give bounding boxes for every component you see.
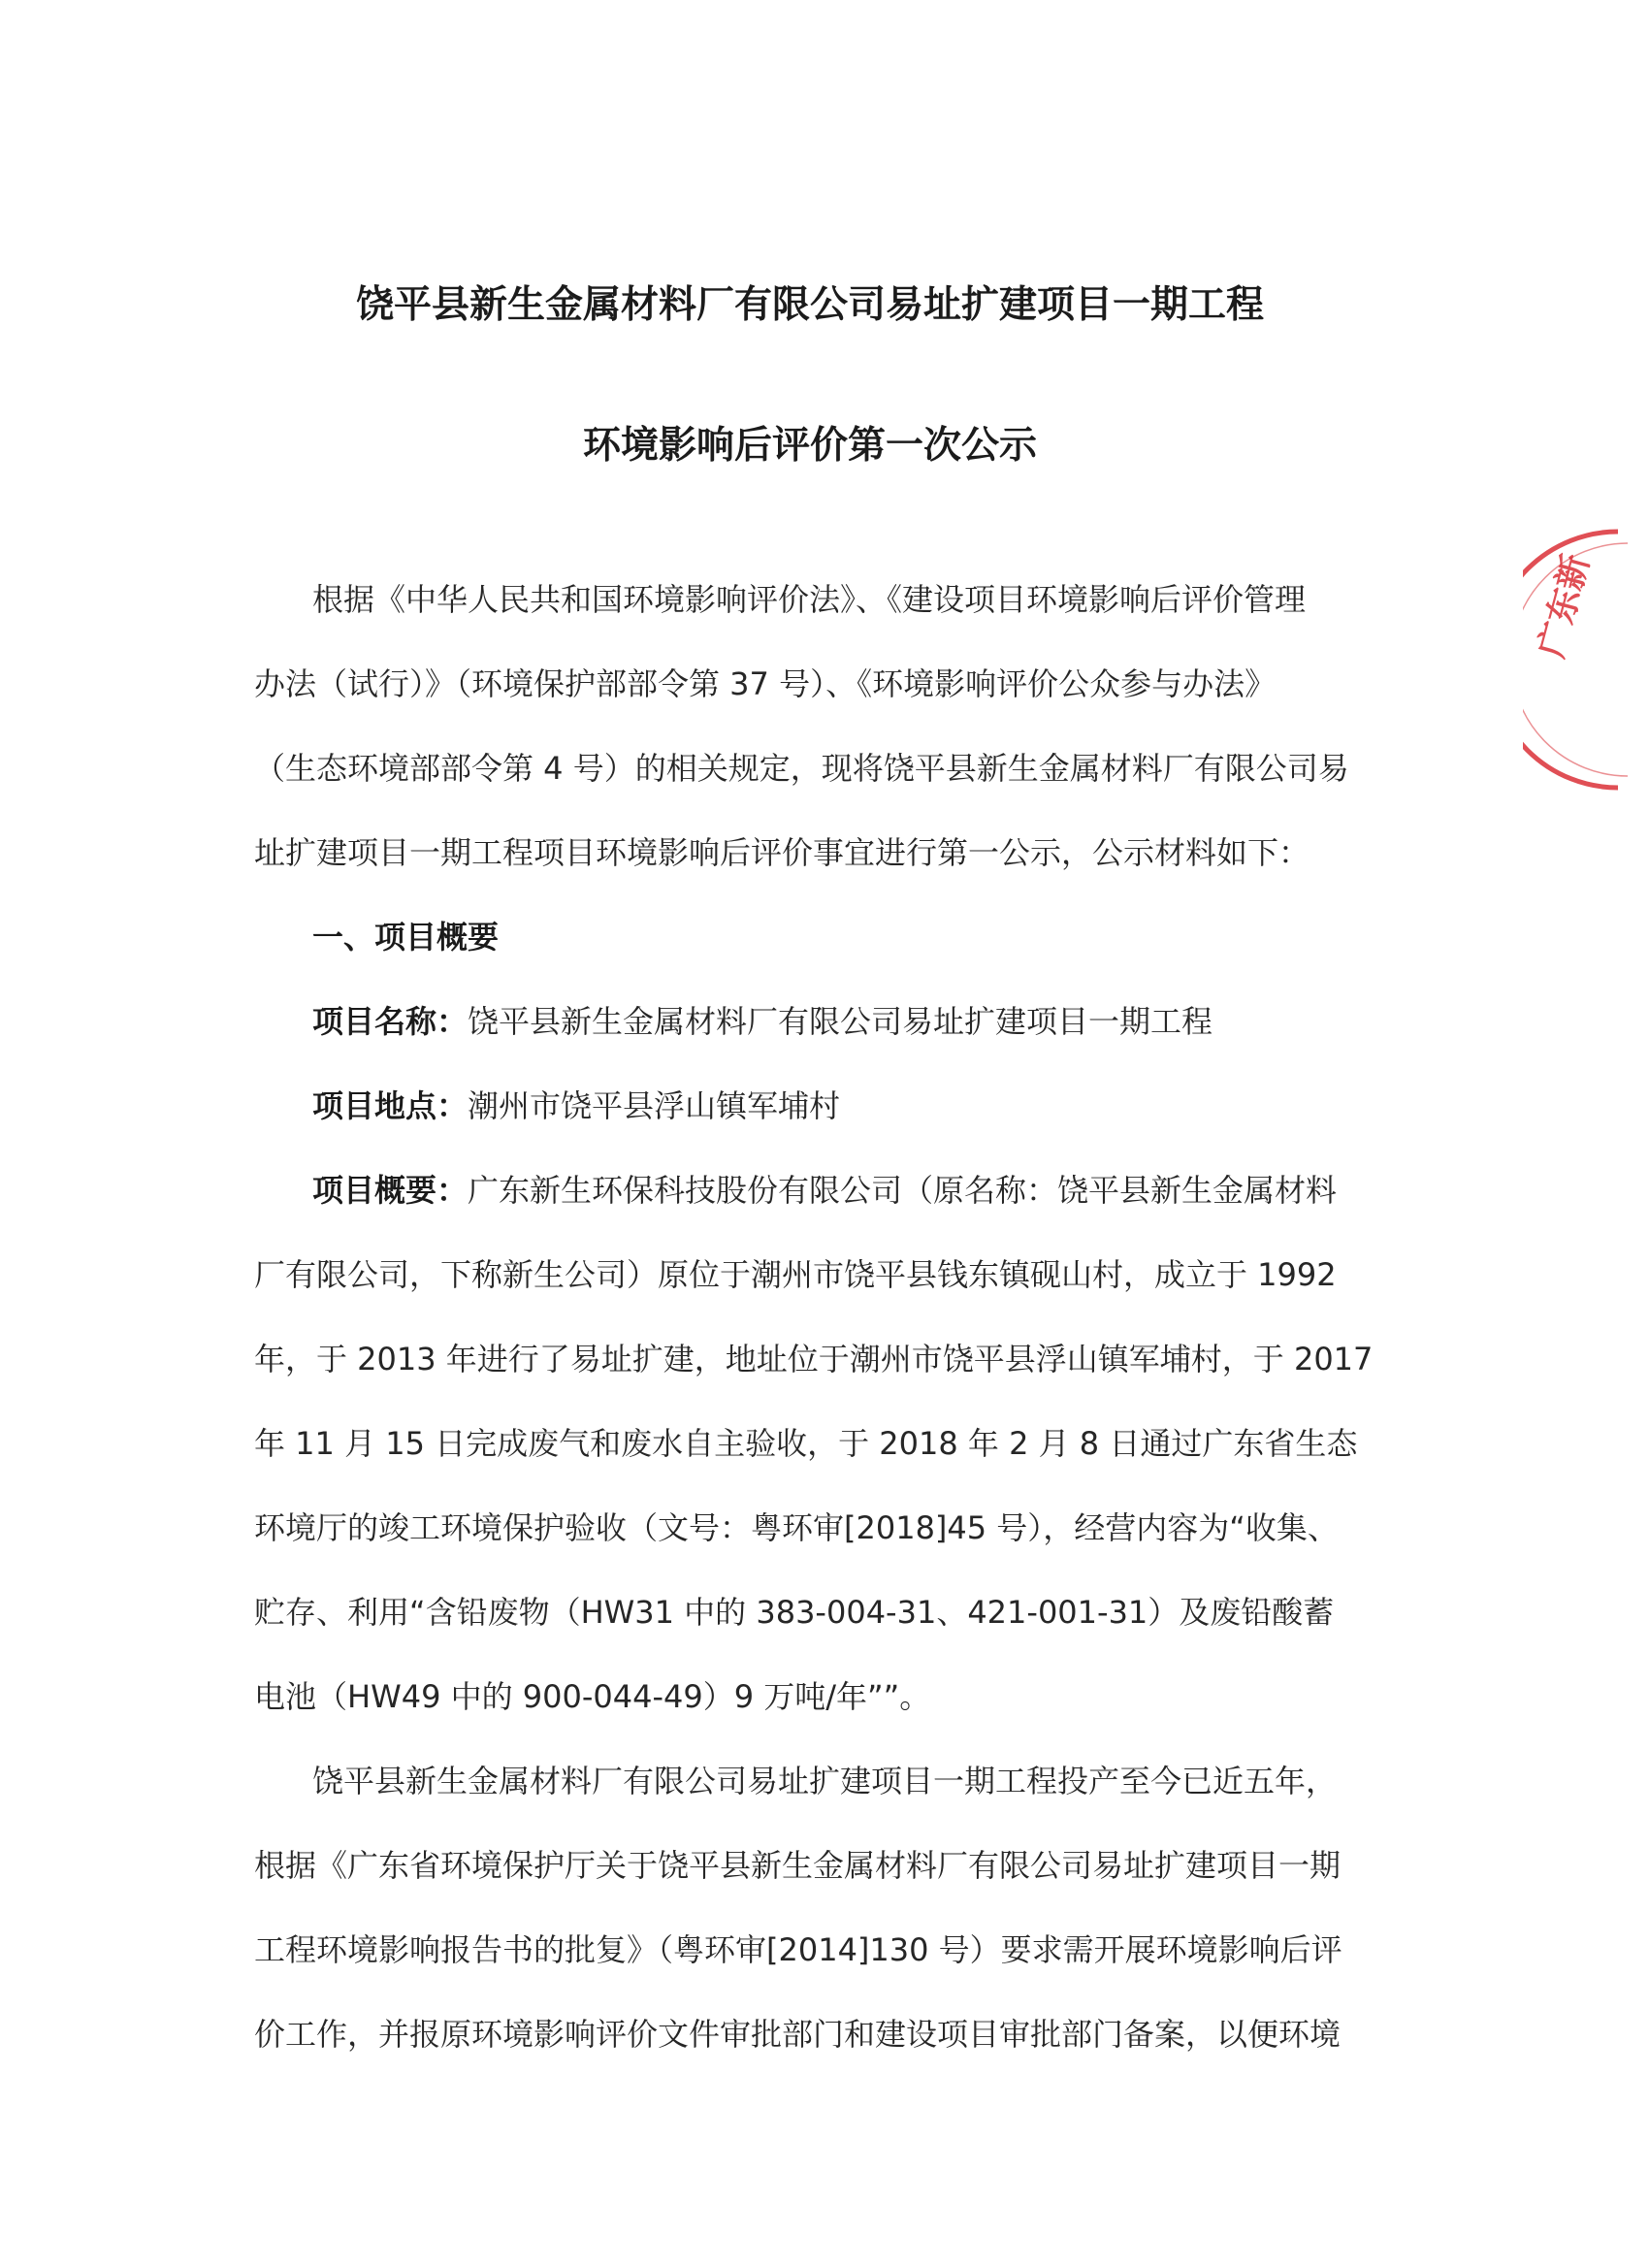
project-name-value: 饶平县新生金属材料厂有限公司易址扩建项目一期工程 [468, 1003, 1213, 1040]
para2-line-3: 工程环境影响报告书的批复》（粤环审[2014]130 号）要求需开展环境影响后评 [254, 1931, 1342, 1968]
seal-text: 广东新 [1532, 550, 1598, 663]
intro-line-2: 办法（试行）》（环境保护部部令第 37 号）、《环境影响评价公众参与办法》 [254, 665, 1277, 702]
project-overview-first: 广东新生环保科技股份有限公司（原名称：饶平县新生金属材料 [468, 1172, 1338, 1209]
intro-line-4: 址扩建项目一期工程项目环境影响后评价事宜进行第一公示，公示材料如下： [254, 834, 1310, 871]
overview-line-2: 厂有限公司，下称新生公司）原位于潮州市饶平县钱东镇砚山村，成立于 1992 [254, 1256, 1337, 1293]
overview-line-6: 贮存、利用“含铅废物（HW31 中的 383-004-31、421-001-31）及废铅酸蓄 [254, 1594, 1335, 1631]
project-name [312, 1000, 1438, 1043]
section-heading: 一、项目概要 [312, 919, 500, 956]
project-overview-label: 项目概要： [312, 1172, 469, 1209]
page-title-line1: 饶平县新生金属材料厂有限公司易址扩建项目一期工程 [355, 283, 1264, 327]
para2-line-1: 饶平县新生金属材料厂有限公司易址扩建项目一期工程投产至今已近五年， [312, 1763, 1338, 1799]
intro-line-1: 根据《中华人民共和国环境影响评价法》、《建设项目环境影响后评价管理 [312, 581, 1307, 618]
overview-line-4: 年 11 月 15 日完成废气和废水自主验收，于 2018 年 2 月 8 日通过广东省生态 [254, 1425, 1358, 1462]
project-location [312, 1085, 1438, 1127]
project-name-label: 项目名称： [312, 1003, 469, 1040]
page-title-line2: 环境影响后评价第一次公示 [582, 424, 1037, 468]
project-location-label: 项目地点： [312, 1087, 469, 1124]
project-overview [312, 1169, 1438, 1212]
overview-line-3: 年，于 2013 年进行了易址扩建，地址位于潮州市饶平县浮山镇军埔村，于 2017 [254, 1341, 1374, 1377]
intro-line-3: （生态环境部部令第 4 号）的相关规定，现将饶平县新生金属材料厂有限公司易 [254, 750, 1349, 787]
company-seal [1523, 514, 1649, 805]
para2-line-2: 根据《广东省环境保护厅关于饶平县新生金属材料厂有限公司易址扩建项目一期 [254, 1847, 1342, 1884]
overview-line-5: 环境厅的竣工环境保护验收（文号：粤环审[2018]45 号），经营内容为“收集、 [254, 1509, 1339, 1546]
overview-line-7: 电池（HW49 中的 900-044-49）9 万吨/年””。 [254, 1678, 931, 1715]
project-location-value: 潮州市饶平县浮山镇军埔村 [468, 1087, 841, 1124]
para2-line-4: 价工作，并报原环境影响评价文件审批部门和建设项目审批部门备案，以便环境 [254, 2016, 1342, 2053]
